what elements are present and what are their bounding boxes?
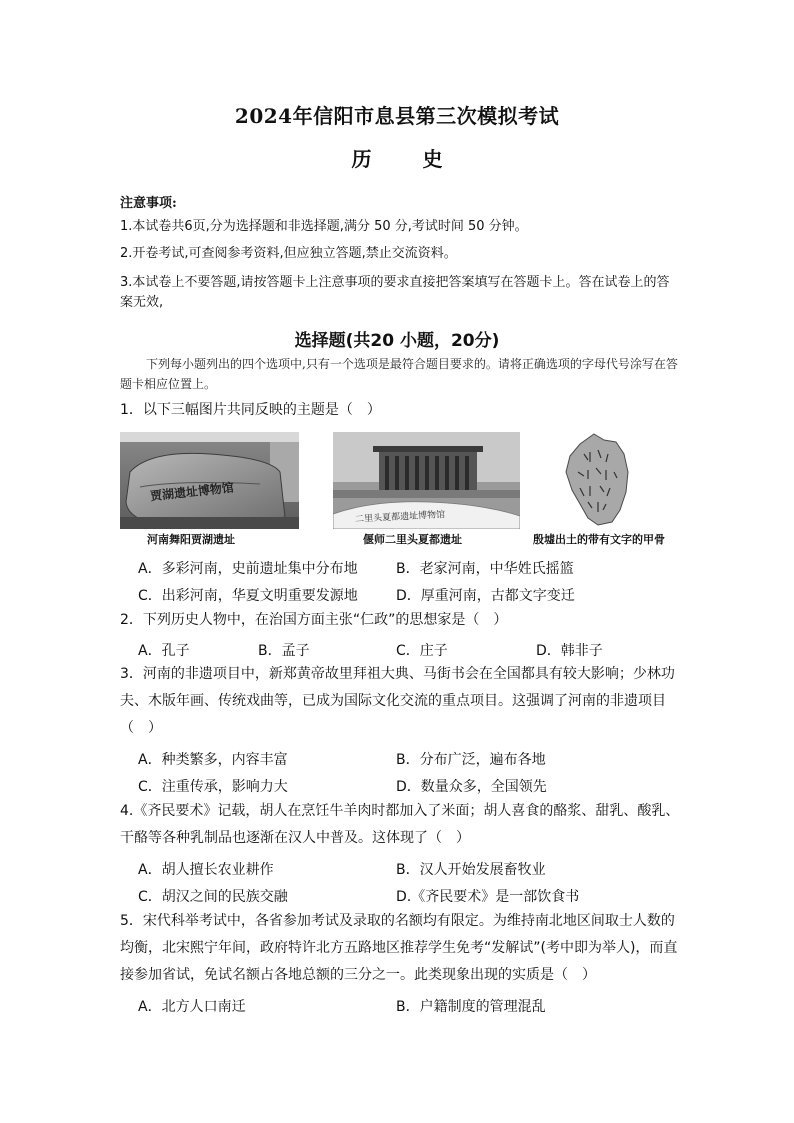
section-title: 选择题(共20 小题，20分): [294, 331, 500, 351]
exam-title: 2024年信阳市息县第三次模拟考试: [234, 104, 560, 128]
svg-text:贾湖遗址博物馆: 贾湖遗址博物馆: [149, 480, 235, 504]
option-d: D.《齐民要术》是一部饮食书: [396, 889, 580, 905]
question-stem-3: 3．河南的非遗项目中，新郑黄帝故里拜祖大典、马街书会在全国都具有较大影响；少林功夫、木版年画、传统戏曲等，已成为国际文化交流的重点项目。这强调了河南的非遗项目（ ）: [120, 666, 675, 736]
svg-text:二里头夏都遗址博物馆: 二里头夏都遗址博物馆: [354, 510, 446, 525]
jiahu-site-image: [120, 432, 299, 529]
question-stem-4: 4.《齐民要术》记载，胡人在烹饪牛羊肉时都加入了米面；胡人喜食的酪浆、甜乳、酸乳、干酪等各种乳制品也逐渐在汉人中普及。这体现了（ ）: [120, 803, 680, 846]
oracle-bone-image: [558, 432, 634, 527]
question-stem-2: 2．下列历史人物中，在治国方面主张“仁政”的思想家是（ ）: [120, 612, 508, 628]
image-caption: 河南舞阳贾湖遗址: [147, 533, 235, 546]
option-c: C．庄子: [396, 643, 448, 659]
option-b: B．户籍制度的管理混乱: [396, 999, 546, 1015]
option-a: A．胡人擅长农业耕作: [138, 862, 274, 878]
question-stem-5: 5．宋代科举考试中，各省参加考试及录取的名额均有限定。为维持南北地区间取士人数的均衡，北宋熙宁年间，政府特许北方五路地区推荐学生免考“发解试”(考中即为举人)，而直接参加省试，免试名额占各地总额的三分之一。此类现象出现的实质是（ ）: [120, 913, 678, 983]
subject-title: 历 史: [351, 147, 465, 171]
notice-heading: 注意事项:: [120, 196, 177, 211]
option-b: B．分布广泛，遍布各地: [396, 752, 546, 768]
option-a: A．北方人口南迁: [138, 999, 246, 1015]
option-d: D．厚重河南，古都文字变迁: [396, 588, 575, 604]
option-d: D．韩非子: [536, 643, 603, 659]
option-b: B．孟子: [258, 643, 310, 659]
section-instruction: 下列每小题列出的四个选项中,只有一个选项是最符合题目要求的。请将正确选项的字母代号涂写在答题卡相应位置上。: [120, 357, 678, 391]
option-b: B．汉人开始发展畜牧业: [396, 862, 546, 878]
erlitou-museum-image: [333, 432, 520, 529]
notice-item: 3.本试卷上不要答题,请按答题卡上注意事项的要求直接把答案填写在答题卡上。答在试卷上的答案无效,: [120, 275, 670, 310]
option-c: C．注重传承，影响力大: [138, 779, 288, 795]
notice-item: 1.本试卷共6页,分为选择题和非选择题,满分 50 分,考试时间 50 分钟。: [120, 219, 528, 234]
question-stem-1: 1．以下三幅图片共同反映的主题是（ ）: [120, 402, 381, 418]
option-d: D．数量众多，全国领先: [396, 779, 547, 795]
option-c: C．出彩河南，华夏文明重要发源地: [138, 588, 358, 604]
option-a: A．孔子: [138, 643, 190, 659]
option-a: A．多彩河南，史前遗址集中分布地: [138, 561, 358, 577]
option-c: C．胡汉之间的民族交融: [138, 889, 288, 905]
notice-item: 2.开卷考试,可查阅参考资料,但应独立答题,禁止交流资料。: [120, 246, 457, 261]
option-b: B．老家河南，中华姓氏摇篮: [396, 561, 574, 577]
option-a: A．种类繁多，内容丰富: [138, 752, 288, 768]
image-caption: 偃师二里头夏都遗址: [363, 533, 462, 546]
image-caption: 殷墟出土的带有文字的甲骨: [533, 533, 665, 546]
